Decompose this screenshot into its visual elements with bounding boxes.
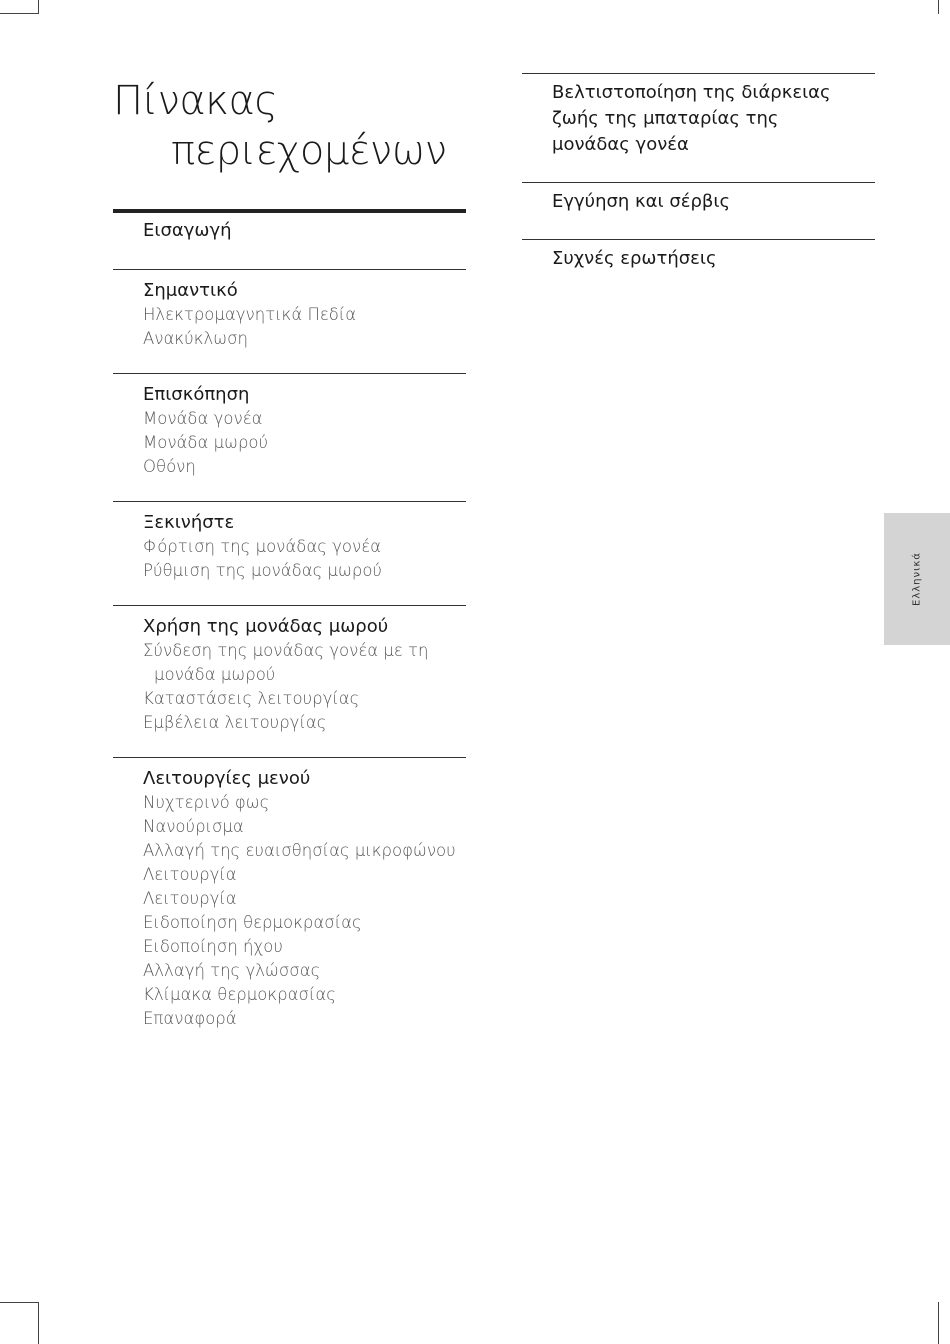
toc-section-warranty	[522, 182, 875, 239]
toc-section-overview	[113, 373, 466, 501]
toc-heading[interactable]: Εισαγωγή	[143, 220, 232, 241]
toc-item[interactable]: Κλίμακα θερμοκρασίας	[143, 985, 336, 1004]
toc-item[interactable]: Ρύθμιση της μονάδας μωρού	[143, 561, 382, 580]
crop-mark	[0, 1302, 38, 1303]
toc-right-column	[522, 73, 875, 272]
toc-item[interactable]: Νανούρισμα	[143, 817, 244, 836]
crop-mark	[0, 13, 38, 14]
title-line-2: περιεχομένων	[171, 128, 447, 174]
toc-heading[interactable]: Επισκόπηση	[143, 384, 250, 405]
toc-section-menu-functions	[113, 757, 466, 1031]
toc-item[interactable]: Επαναφορά	[143, 1009, 237, 1028]
crop-mark	[938, 0, 939, 14]
toc-item[interactable]: Σύνδεση της μονάδας γονέα με τη	[143, 641, 429, 660]
crop-mark	[38, 1302, 39, 1344]
toc-section-introduction	[113, 209, 466, 269]
toc-section-get-started	[113, 501, 466, 605]
toc-heading[interactable]: Εγγύηση και σέρβις	[552, 191, 731, 212]
toc-heading[interactable]: Βελτιστοποίηση της διάρκειας	[552, 82, 831, 103]
toc-item[interactable]: Λειτουργία	[143, 865, 237, 884]
toc-heading[interactable]: Συχνές ερωτήσεις	[552, 248, 717, 269]
toc-item[interactable]: Αλλαγή της ευαισθησίας μικροφώνου	[143, 841, 456, 860]
toc-item[interactable]: Αλλαγή της γλώσσας	[143, 961, 321, 980]
toc-heading[interactable]: Σημαντικό	[143, 280, 238, 301]
toc-section-battery	[522, 73, 875, 182]
language-label: Ελληνικά	[911, 552, 923, 606]
toc-item[interactable]: Ειδοποίηση θερμοκρασίας	[143, 913, 362, 932]
page-title	[113, 76, 447, 176]
toc-item[interactable]: Καταστάσεις λειτουργίας	[143, 689, 360, 708]
toc-item[interactable]: Μονάδα γονέα	[143, 409, 263, 428]
toc-item[interactable]: Νυχτερινό φως	[143, 793, 270, 812]
toc-heading-continued[interactable]: ζωής της μπαταρίας της	[552, 108, 779, 129]
toc-left-column	[113, 209, 466, 1031]
toc-item[interactable]: Ανακύκλωση	[143, 329, 249, 348]
toc-item[interactable]: Λειτουργία	[143, 889, 237, 908]
toc-item[interactable]: Μονάδα μωρού	[143, 433, 269, 452]
title-line-1: Πίνακας	[113, 78, 278, 124]
toc-section-baby-unit	[113, 605, 466, 757]
toc-item-continued[interactable]: μονάδα μωρού	[154, 665, 276, 684]
toc-item[interactable]: Οθόνη	[143, 457, 196, 476]
toc-heading[interactable]: Ξεκινήστε	[143, 512, 235, 533]
toc-item[interactable]: Φόρτιση της μονάδας γονέα	[143, 537, 382, 556]
toc-section-faq	[522, 239, 875, 272]
language-side-tab	[884, 513, 950, 645]
toc-item[interactable]: Ειδοποίηση ήχου	[143, 937, 283, 956]
toc-item[interactable]: Εμβέλεια λειτουργίας	[143, 713, 327, 732]
crop-mark	[938, 1302, 939, 1344]
toc-item[interactable]: Ηλεκτρομαγνητικά Πεδία	[143, 305, 357, 324]
toc-section-important	[113, 269, 466, 373]
toc-heading[interactable]: Λειτουργίες μενού	[143, 768, 311, 789]
toc-heading-continued[interactable]: μονάδας γονέα	[552, 134, 689, 155]
crop-mark	[38, 0, 39, 14]
toc-heading[interactable]: Χρήση της μονάδας μωρού	[143, 616, 389, 637]
